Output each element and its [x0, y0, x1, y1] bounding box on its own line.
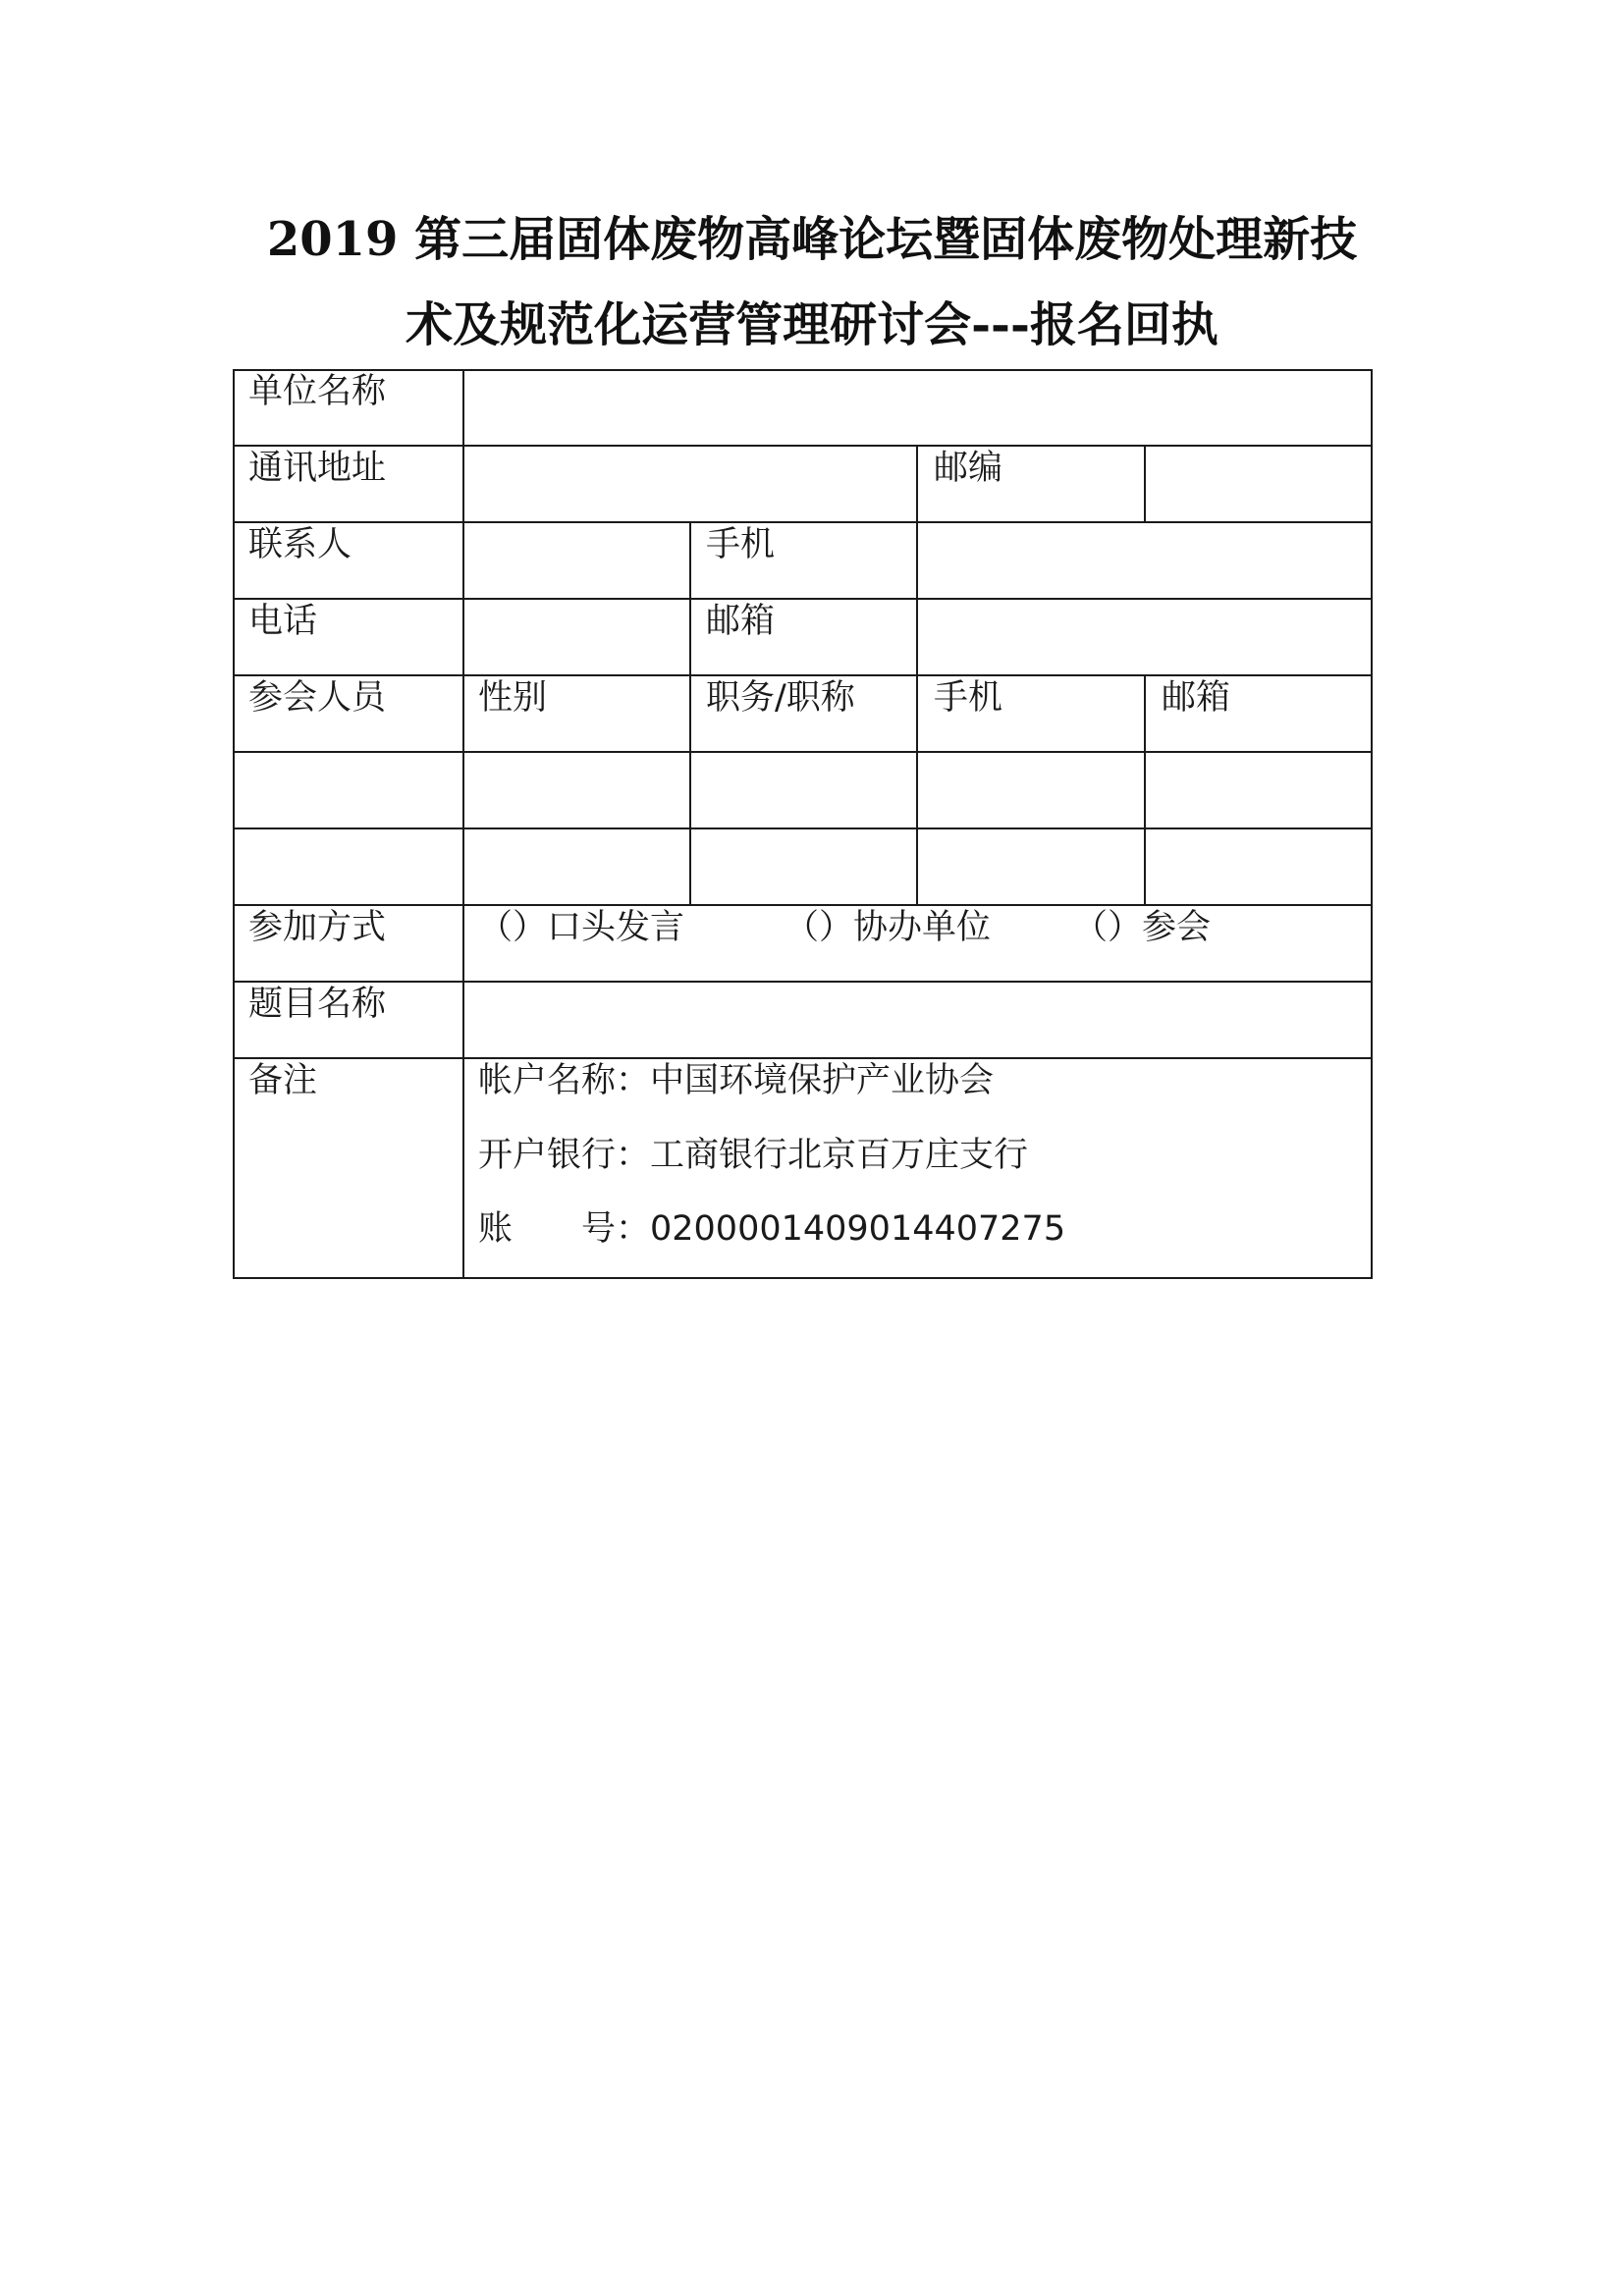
row-divider: [235, 521, 1371, 523]
registration-form-table: [233, 369, 1373, 1279]
postcode-label: 邮编: [934, 449, 1003, 488]
attendee-email-header: 邮箱: [1162, 678, 1231, 718]
participation-label: 参加方式: [248, 908, 387, 947]
remarks-account-name: 帐户名称：中国环境保护产业协会: [478, 1061, 995, 1100]
participation-option-co-organizer[interactable]: （）协办单位: [785, 908, 992, 947]
email-label: 邮箱: [706, 602, 776, 641]
attendees-label: 参会人员: [248, 678, 387, 718]
participation-option-speech[interactable]: （）口头发言: [478, 908, 685, 947]
unit-name-label: 单位名称: [248, 372, 387, 411]
column-divider: [916, 521, 918, 674]
label-column-divider: [462, 371, 464, 1277]
document-title-line-2: 术及规范化运营管理研讨会---报名回执: [406, 297, 1218, 352]
phone-label: 电话: [248, 602, 318, 641]
attendee-mobile-header: 手机: [934, 678, 1003, 718]
column-divider: [1144, 674, 1146, 904]
attendee-gender-header: 性别: [478, 678, 548, 718]
row-divider: [235, 751, 1371, 753]
remarks-account-number: 账 号：0200001409014407275: [478, 1209, 1066, 1249]
attendee-title-header: 职务/职称: [706, 678, 855, 718]
column-divider: [689, 674, 691, 904]
column-divider: [689, 521, 691, 674]
participation-option-attend[interactable]: （）参会: [1073, 908, 1212, 947]
row-divider: [235, 904, 1371, 906]
row-divider: [235, 674, 1371, 676]
row-divider: [235, 1057, 1371, 1059]
document-title-line-1: 2019 第三届固体废物高峰论坛暨固体废物处理新技: [266, 212, 1358, 267]
row-divider: [235, 598, 1371, 600]
remarks-label: 备注: [248, 1061, 318, 1100]
row-divider: [235, 828, 1371, 829]
remarks-bank: 开户银行：工商银行北京百万庄支行: [478, 1136, 1029, 1175]
mobile-label: 手机: [706, 525, 776, 564]
topic-label: 题目名称: [248, 985, 387, 1024]
column-divider: [916, 445, 918, 521]
row-divider: [235, 445, 1371, 447]
address-label: 通讯地址: [248, 449, 387, 488]
column-divider: [916, 674, 918, 904]
column-divider: [1144, 445, 1146, 521]
row-divider: [235, 981, 1371, 983]
contact-label: 联系人: [248, 525, 352, 564]
